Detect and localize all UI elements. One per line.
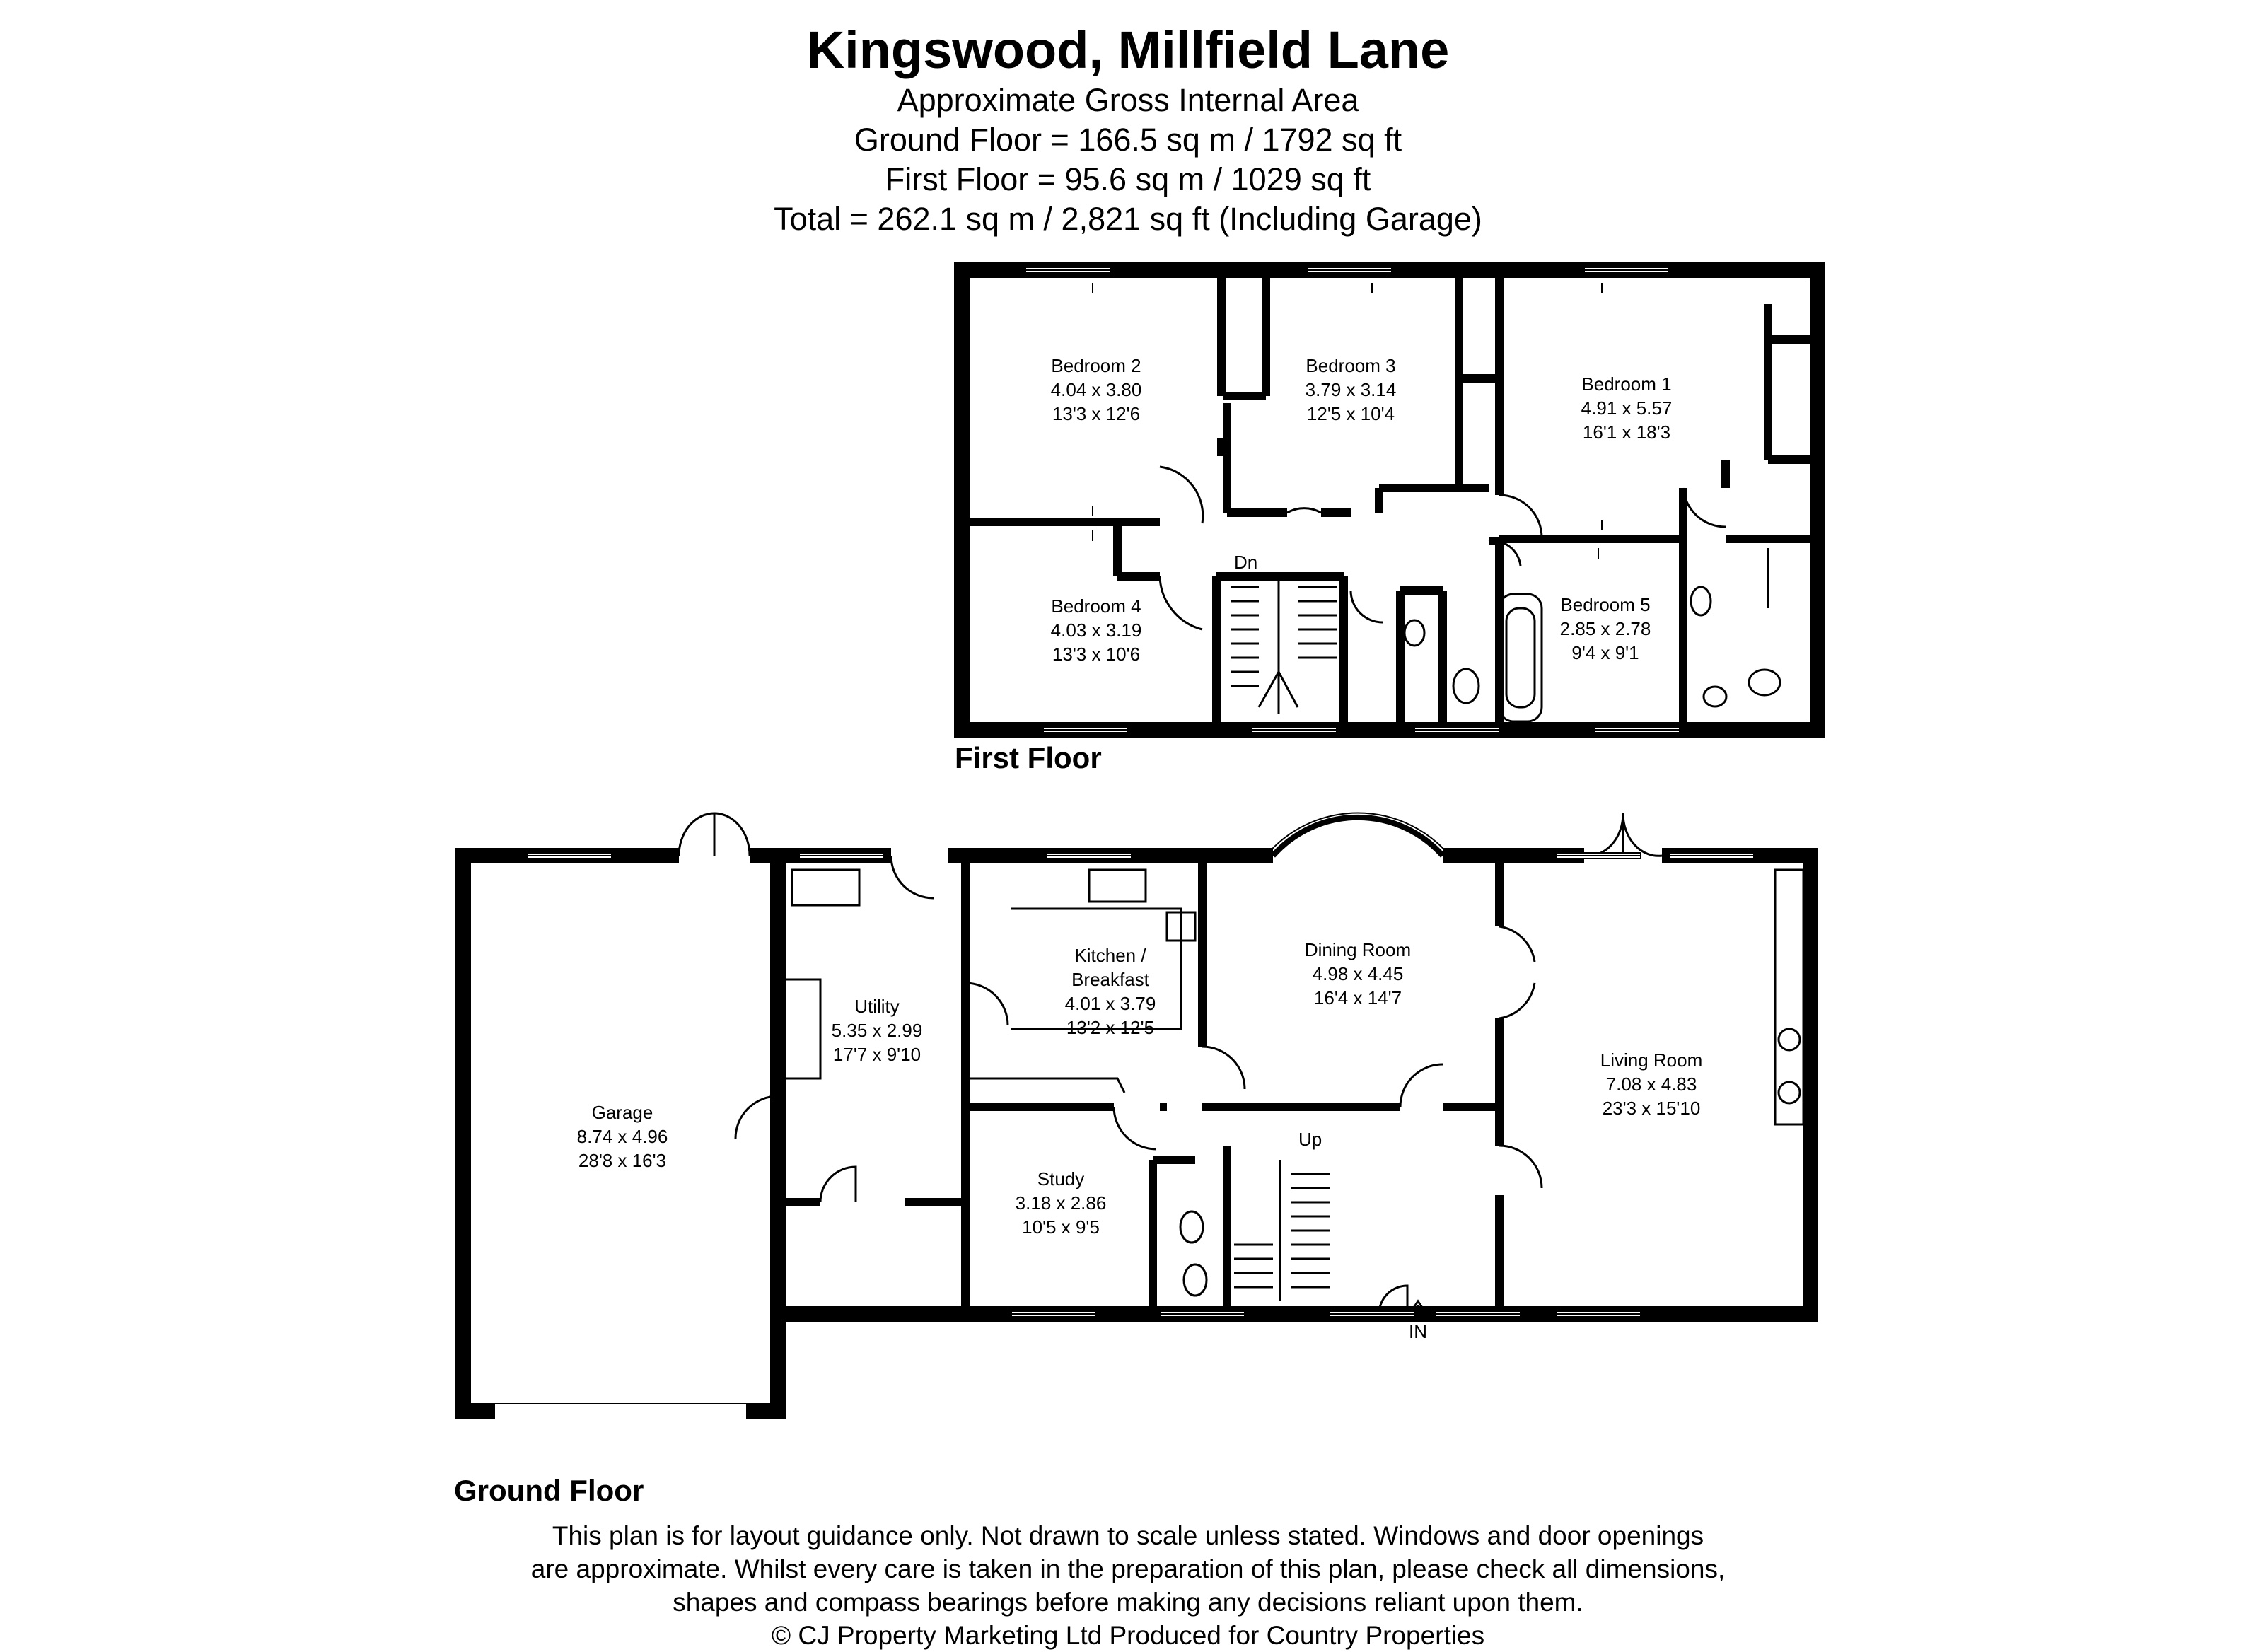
room-metric: 4.01 x 3.79	[1064, 993, 1156, 1014]
room-imperial: 13'3 x 12'6	[1052, 403, 1141, 424]
bedroom3-label	[1266, 354, 1436, 426]
ground-floor-stairs	[1234, 1160, 1330, 1301]
room-imperial: 10'5 x 9'5	[1022, 1216, 1100, 1238]
room-metric: 4.98 x 4.45	[1312, 963, 1404, 984]
copyright-line: © CJ Property Marketing Ltd Produced for Country Properties	[771, 1621, 1485, 1650]
ground-floor-area: Ground Floor = 166.5 sq m / 1792 sq ft	[854, 122, 1402, 158]
room-metric: 4.03 x 3.19	[1050, 620, 1142, 641]
room-metric: 3.18 x 2.86	[1015, 1192, 1107, 1214]
room-name: Dining Room	[1304, 939, 1412, 960]
room-metric: 5.35 x 2.99	[831, 1020, 923, 1041]
first-floor-label: First Floor	[955, 741, 1102, 774]
property-title: Kingswood, Millfield Lane	[806, 21, 1450, 79]
stairs-up-label: Up	[1298, 1129, 1322, 1150]
disclaimer-line: are approximate. Whilst every care is taken in the preparation of this plan, please check all dimensions,	[530, 1554, 1726, 1583]
ground-floor-label: Ground Floor	[454, 1474, 644, 1507]
garage-label	[537, 1100, 707, 1173]
first-floor-stairs	[1231, 576, 1337, 714]
area-subtitle: Approximate Gross Internal Area	[897, 82, 1359, 118]
study-label	[976, 1167, 1146, 1239]
room-metric: 2.85 x 2.78	[1559, 618, 1651, 639]
room-name: Study	[1037, 1168, 1085, 1189]
bedroom4-label	[1011, 594, 1181, 666]
total-area: Total = 262.1 sq m / 2,821 sq ft (Including Garage)	[774, 201, 1482, 237]
utility-label	[792, 994, 962, 1066]
room-imperial: 16'1 x 18'3	[1582, 421, 1671, 443]
stairs-down-label: Dn	[1234, 552, 1258, 573]
bedroom5-label	[1528, 593, 1683, 665]
room-imperial: 13'2 x 12'5	[1066, 1017, 1155, 1038]
room-name: Bedroom 2	[1051, 355, 1141, 376]
room-metric: 4.91 x 5.57	[1581, 397, 1673, 419]
room-name: Utility	[854, 996, 900, 1017]
disclaimer-line: shapes and compass bearings before making any decisions reliant upon them.	[673, 1588, 1583, 1617]
room-name: Kitchen /	[1074, 945, 1146, 966]
room-imperial: 9'4 x 9'1	[1571, 642, 1639, 663]
disclaimer	[0, 1519, 2256, 1652]
room-name: Bedroom 5	[1560, 594, 1651, 615]
room-metric: 4.04 x 3.80	[1050, 379, 1142, 400]
living-room-label	[1566, 1048, 1736, 1120]
ground-floor-wc-fixtures	[1180, 1211, 1207, 1296]
entrance-label: IN	[1409, 1321, 1427, 1342]
room-imperial: 28'8 x 16'3	[578, 1150, 667, 1171]
kitchen-label	[1025, 943, 1195, 1040]
room-name: Bedroom 4	[1051, 595, 1141, 617]
room-metric: 7.08 x 4.83	[1605, 1074, 1697, 1095]
room-imperial: 23'3 x 15'10	[1602, 1098, 1701, 1119]
disclaimer-line: This plan is for layout guidance only. Not drawn to scale unless stated. Windows and door openings	[552, 1521, 1704, 1550]
room-name: Living Room	[1600, 1049, 1703, 1071]
bedroom1-label	[1542, 372, 1711, 444]
room-name: Bedroom 1	[1581, 373, 1672, 395]
room-metric: 8.74 x 4.96	[576, 1126, 668, 1147]
bedroom2-label	[1011, 354, 1181, 426]
room-imperial: 17'7 x 9'10	[832, 1044, 921, 1065]
room-name: Garage	[591, 1102, 653, 1123]
dining-room-label	[1273, 938, 1443, 1010]
room-name: Bedroom 3	[1306, 355, 1396, 376]
room-name-line2: Breakfast	[1071, 969, 1149, 990]
room-imperial: 13'3 x 10'6	[1052, 644, 1141, 665]
first-floor-area: First Floor = 95.6 sq m / 1029 sq ft	[885, 161, 1371, 197]
room-imperial: 12'5 x 10'4	[1306, 403, 1395, 424]
ground-floor-interior-walls	[778, 856, 1499, 1314]
room-metric: 3.79 x 3.14	[1305, 379, 1397, 400]
room-imperial: 16'4 x 14'7	[1313, 987, 1402, 1008]
